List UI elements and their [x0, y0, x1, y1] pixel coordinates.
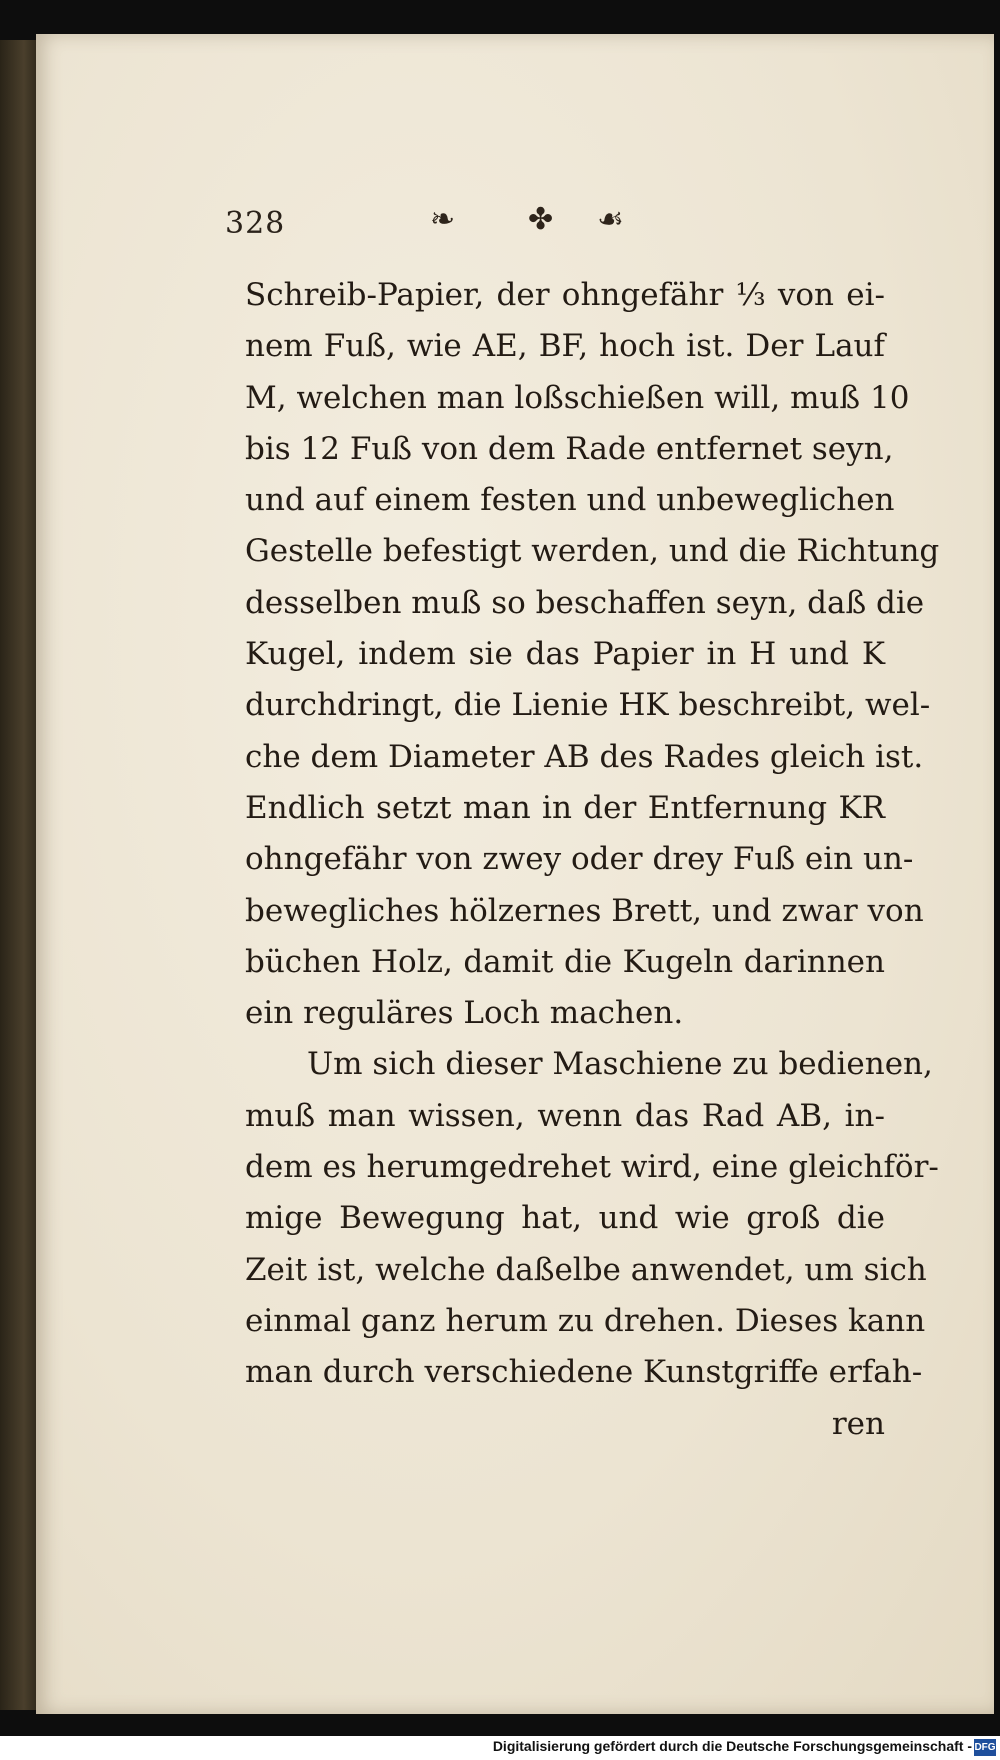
- text-line: nem Fuß, wie AE, BF, hoch ist. Der Lauf: [245, 328, 885, 365]
- paragraph-end-line: ein reguläres Loch machen.: [245, 995, 684, 1032]
- text-line: man durch verschiedene Kunstgriffe erfah-: [245, 1354, 923, 1391]
- text-line: bewegliches hölzernes Brett, und zwar von: [245, 892, 924, 929]
- text-line: mige Bewegung hat, und wie groß die: [245, 1200, 885, 1237]
- text-line: büchen Holz, damit die Kugeln darinnen: [245, 943, 885, 980]
- book-spine-edge: [0, 40, 40, 1710]
- text-line: M, welchen man loßschießen will, muß 10: [245, 379, 910, 416]
- page-number: 328: [225, 206, 286, 241]
- text-line: Kugel, indem sie das Papier in H und K: [245, 636, 885, 673]
- text-line: dem es herumgedrehet wird, eine gleichför-: [245, 1149, 939, 1186]
- body-text: [245, 270, 940, 1450]
- text-line: Zeit ist, welche daßelbe anwendet, um sich: [245, 1251, 927, 1288]
- funding-notice: Digitalisierung gefördert durch die Deutsche Forschungsgemeinschaft -: [492, 1738, 972, 1754]
- text-line: und auf einem festen und unbeweglichen: [245, 482, 895, 519]
- text-line: che dem Diameter AB des Rades gleich ist.: [245, 738, 924, 775]
- ornament-center-icon: ✤: [528, 202, 554, 237]
- digitization-footer: [0, 1736, 1000, 1760]
- text-line: muß man wissen, wenn das Rad AB, in-: [245, 1097, 885, 1134]
- text-line: durchdringt, die Lienie HK beschreibt, wel-: [245, 687, 931, 724]
- text-line: desselben muß so beschaffen seyn, daß die: [245, 584, 925, 621]
- dfg-logo-icon: DFG: [974, 1739, 996, 1756]
- text-line: bis 12 Fuß von dem Rade entfernet seyn,: [245, 430, 894, 467]
- text-line: ohngefähr von zwey oder drey Fuß ein un-: [245, 841, 914, 878]
- ornament-left-icon: ❧: [430, 202, 456, 237]
- ornament-right-icon: ☙: [597, 202, 624, 237]
- paragraph-start-line: Um sich dieser Maschiene zu bedienen,: [307, 1046, 933, 1083]
- text-line: Schreib-Papier, der ohngefähr ⅓ von ei-: [245, 277, 885, 313]
- text-line: Gestelle befestigt werden, und die Richtung: [245, 533, 940, 570]
- catchword: ren: [831, 1405, 885, 1442]
- page-header: [225, 202, 785, 248]
- text-line: einmal ganz herum zu drehen. Dieses kann: [245, 1302, 926, 1339]
- text-line: Endlich setzt man in der Entfernung KR: [245, 789, 885, 826]
